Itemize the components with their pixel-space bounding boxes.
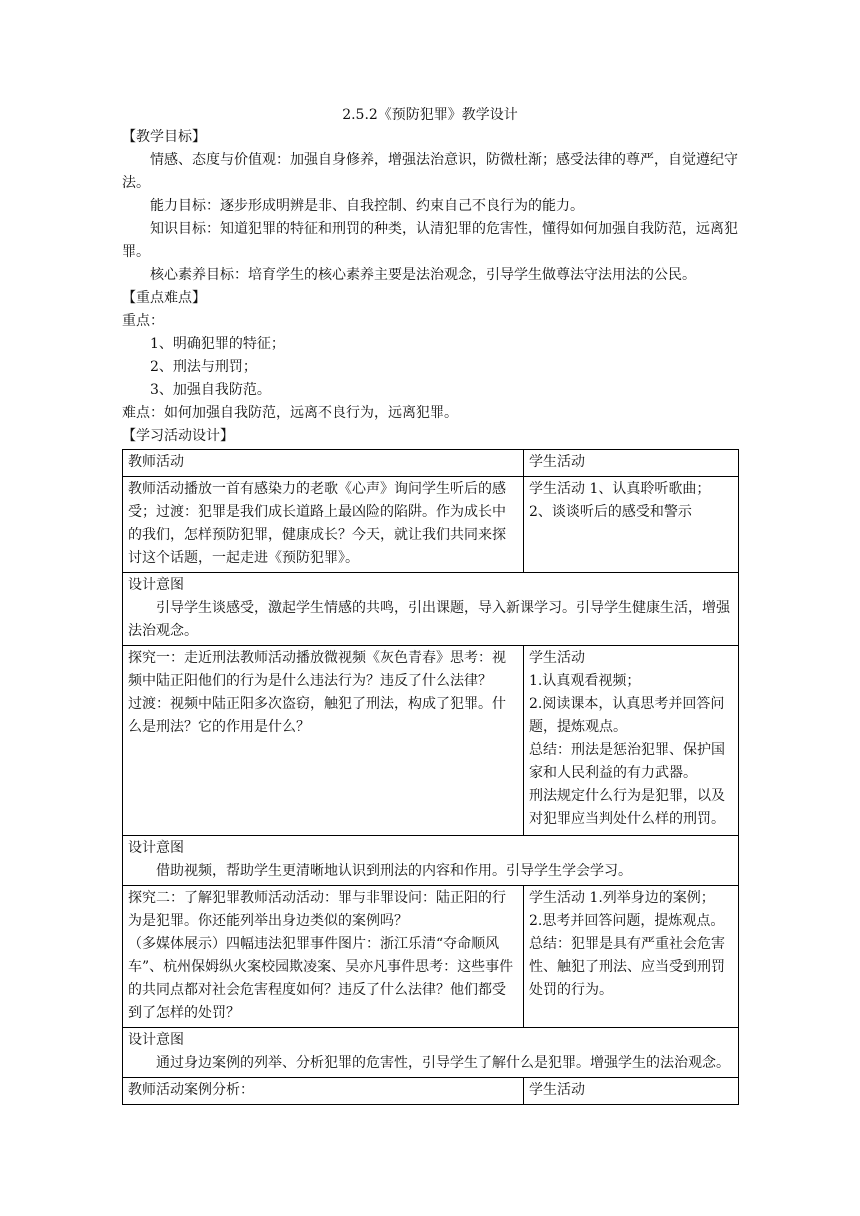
row3-student-line: 总结：犯罪是具有严重社会危害性、触犯了刑法、应当受到刑罚处罚的行为。 xyxy=(529,936,725,998)
row3-teacher xyxy=(123,886,524,1028)
key-label: 重点： xyxy=(122,313,164,329)
key-heading: 【重点难点】 xyxy=(122,290,206,306)
header-student: 学生活动 xyxy=(524,450,739,477)
intent-row xyxy=(123,573,739,646)
objective-knowledge: 知识目标：知道犯罪的特征和刑罚的种类，认清犯罪的危害性，懂得如何加强自我防范，远离犯罪。 xyxy=(122,221,738,260)
intent-label: 设计意图 xyxy=(128,577,184,593)
key-item: 2、刑法与刑罚； xyxy=(150,359,257,375)
table-row xyxy=(123,886,739,1028)
intent-text: 引导学生谈感受，激起学生情感的共鸣，引出课题，导入新课学习。引导学生健康生活，增强法治观念。 xyxy=(128,600,730,639)
table-row xyxy=(123,477,739,573)
intent-row xyxy=(123,836,739,886)
objective-emotion: 情感、态度与价值观：加强自身修养，增强法治意识，防微杜渐；感受法律的尊严，自觉遵纪守法。 xyxy=(122,152,738,191)
intent-label: 设计意图 xyxy=(128,840,184,856)
header-teacher: 教师活动 xyxy=(123,450,524,477)
intent-text: 通过身边案例的列举、分析犯罪的危害性，引导学生了解什么是犯罪。增强学生的法治观念。 xyxy=(156,1055,730,1071)
row2-student-line: 总结：刑法是惩治犯罪、保护国家和人民利益的有力武器。 xyxy=(529,742,725,781)
table-row xyxy=(123,1078,739,1105)
intent-label: 设计意图 xyxy=(128,1032,184,1048)
row1-teacher: 教师活动播放一首有感染力的老歌《心声》询问学生听后的感受；过渡：犯罪是我们成长道路上最凶险的陷阱。作为成长中的我们，怎样预防犯罪，健康成长？今天，就让我们共同来探讨这个话题，一起走进《预防犯罪》。 xyxy=(123,477,524,573)
intent-cell-2 xyxy=(123,836,739,886)
activity-table xyxy=(122,449,739,1105)
table-header-row xyxy=(123,450,739,477)
difficulty-text: 难点：如何加强自我防范，远离不良行为，远离犯罪。 xyxy=(122,405,458,421)
row2-student-line: 2.阅读课本，认真思考并回答问题，提炼观点。 xyxy=(529,696,725,735)
intent-text: 借助视频，帮助学生更清晰地认识到刑法的内容和作用。引导学生学会学习。 xyxy=(156,863,632,879)
intent-cell-1 xyxy=(123,573,739,646)
row2-student-line: 刑法规定什么行为是犯罪，以及对犯罪应当判处什么样的刑罚。 xyxy=(529,788,725,827)
row2-student-line: 学生活动 xyxy=(529,650,585,666)
row2-teacher-line: 过渡：视频中陆正阳多次盗窃，触犯了刑法，构成了犯罪。什么是刑法？它的作用是什么？ xyxy=(128,696,506,735)
row1-student: 学生活动 1、认真聆听歌曲；2、谈谈听后的感受和警示 xyxy=(524,477,739,573)
table-row xyxy=(123,646,739,836)
key-item: 1、明确犯罪的特征； xyxy=(150,336,285,352)
page-title: 2.5.2《预防犯罪》教学设计 xyxy=(342,107,518,123)
key-item: 3、加强自我防范。 xyxy=(150,382,271,398)
objectives-heading: 【教学目标】 xyxy=(122,129,206,145)
row3-student-line: 2.思考并回答问题，提炼观点。 xyxy=(529,913,725,929)
document-page xyxy=(122,104,738,1105)
intent-cell-3 xyxy=(123,1028,739,1078)
row2-teacher xyxy=(123,646,524,836)
activity-heading: 【学习活动设计】 xyxy=(122,428,234,444)
row3-teacher-line: 探究二：了解犯罪教师活动活动：罪与非罪设问：陆正阳的行为是犯罪。你还能列举出身边类似的案例吗？ xyxy=(128,890,506,929)
intent-row xyxy=(123,1028,739,1078)
row4-teacher: 教师活动案例分析： xyxy=(123,1078,524,1105)
row3-teacher-line: （多媒体展示）四幅违法犯罪事件图片：浙江乐清“夺命顺风车”、杭州保姆纵火案校园欺凌案、吴亦凡事件思考：这些事件的共同点都对社会危害程度如何？违反了什么法律？他们都受到了怎样的处罚？ xyxy=(128,936,514,1021)
row4-student: 学生活动 xyxy=(524,1078,739,1105)
objective-ability: 能力目标：逐步形成明辨是非、自我控制、约束自己不良行为的能力。 xyxy=(150,198,584,214)
row2-student-line: 1.认真观看视频； xyxy=(529,673,641,689)
row3-student-line: 学生活动 1.列举身边的案例； xyxy=(529,890,715,906)
row3-student xyxy=(524,886,739,1028)
row2-student xyxy=(524,646,739,836)
objective-core: 核心素养目标：培育学生的核心素养主要是法治观念，引导学生做尊法守法用法的公民。 xyxy=(150,267,696,283)
row2-teacher-line: 探究一：走近刑法教师活动播放微视频《灰色青春》思考：视频中陆正阳他们的行为是什么违法行为？违反了什么法律？ xyxy=(128,650,506,689)
